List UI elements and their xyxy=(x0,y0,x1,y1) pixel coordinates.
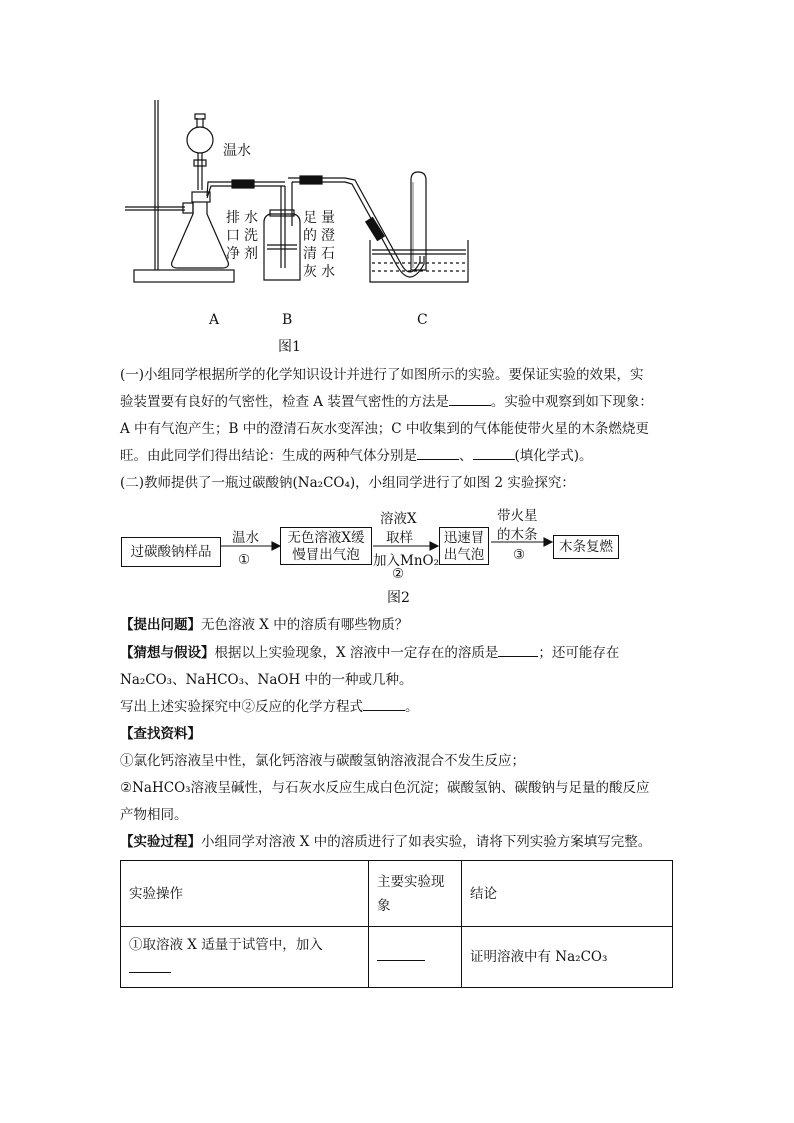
figure-1-caption: 图1 xyxy=(278,339,301,355)
separatory-funnel xyxy=(187,127,213,153)
para1-line4: 旺。由此同学们得出结论：生成的两种气体分别是 、 (填化学式)。 xyxy=(120,443,680,469)
table-header-cell: 结论 xyxy=(462,861,673,927)
answer-blank xyxy=(498,642,538,657)
para1-line3: A 中有气泡产生；B 中的澄清石灰水变浑浊；C 中收集到的气体能使带火星的木条燃烧更 xyxy=(120,421,649,437)
stand-base xyxy=(134,270,234,282)
table-header-cell: 实验操作 xyxy=(121,861,369,927)
limewater-label-col2: 量澄石水 xyxy=(321,210,335,280)
arrow2-label-bottom1: 加入MnO₂ xyxy=(373,553,439,569)
para2-line1: (二)教师提供了一瓶过碳酸钠(Na₂CO₄)，小组同学进行了如图 2 实验探究： xyxy=(120,475,575,491)
reference-2: ②NaHCO₃溶液呈碱性，与石灰水反应生成白色沉淀；碳酸氢钠、碳酸钠与足量的酸反应 xyxy=(120,780,650,796)
arrow3-label-top2: 的木条 xyxy=(497,527,538,543)
device-c-label: C xyxy=(417,312,428,328)
water-trough xyxy=(370,240,468,282)
hypothesis-line1: 【猜想与假设】根据以上实验现象，X 溶液中一定存在的溶质是 ；还可能存在 xyxy=(120,640,680,666)
experiment-table xyxy=(120,860,673,988)
arrow3-label-top1: 带火星 xyxy=(497,508,538,524)
flow-box-relight: 木条复燃 xyxy=(553,535,619,559)
device-a-label: A xyxy=(209,312,220,328)
table-row xyxy=(121,927,673,988)
table-cell-operation: ①取溶液 X 适量于试管中，加入 xyxy=(121,927,369,988)
figure-1-apparatus xyxy=(0,0,794,340)
arrow2-label-bottom2: ② xyxy=(392,566,405,582)
equation-line: 写出上述实验探究中②反应的化学方程式 。 xyxy=(120,694,680,720)
flow-box-bubbles: 迅速冒 出气泡 xyxy=(439,527,489,565)
answer-blank xyxy=(449,391,491,406)
reference-1: ①氯化钙溶液呈中性，氯化钙溶液与碳酸氢钠溶液混合不发生反应； xyxy=(120,753,525,769)
warm-water-label: 温水 xyxy=(223,143,251,159)
answer-blank xyxy=(377,946,425,961)
table-cell-phenomenon xyxy=(369,927,462,988)
arrow1-label-bottom: ① xyxy=(238,552,251,568)
detergent-label-col1: 排口净 xyxy=(226,210,240,262)
reference-3: 产物相同。 xyxy=(120,807,188,823)
flow-box-sample: 过碳酸钠样品 xyxy=(121,537,221,567)
answer-blank xyxy=(417,445,459,460)
hypothesis-line2: Na₂CO₃、NaHCO₃、NaOH 中的一种或几种。 xyxy=(120,672,413,688)
question-line: 【提出问题】无色溶液 X 中的溶质有哪些物质？ xyxy=(120,617,409,633)
flow-box-solution: 无色溶液X缓 慢冒出气泡 xyxy=(280,527,372,565)
para1-line1: (一)小组同学根据所学的化学知识设计并进行了如图所示的实验。要保证实验的效果，实 xyxy=(120,367,644,383)
experiment-line: 【实验过程】小组同学对溶液 X 中的溶质进行了如表实验，请将下列实验方案填写完整。 xyxy=(120,834,652,850)
conical-flask xyxy=(172,202,229,268)
table-header-cell: 主要实验现 象 xyxy=(369,861,462,927)
para1-line2: 验装置要有良好的气密性，检查 A 装置气密性的方法是 。实验中观察到如下现象： xyxy=(120,389,680,415)
answer-blank xyxy=(473,445,515,460)
arrow2-label-top2: 取样 xyxy=(386,530,413,546)
device-b-label: B xyxy=(282,312,293,328)
detergent-label-col2: 水洗剂 xyxy=(244,210,258,262)
answer-blank xyxy=(363,696,405,711)
figure-2-caption: 图2 xyxy=(387,590,410,606)
reference-label: 【查找资料】 xyxy=(120,726,201,742)
limewater-label-col1: 足的清灰 xyxy=(303,210,317,280)
table-header-row xyxy=(121,861,673,927)
gas-washing-bottle xyxy=(264,222,300,280)
arrow1-label-top: 温水 xyxy=(232,530,259,546)
arrow2-label-top1: 溶液X xyxy=(380,511,417,527)
table-cell-conclusion: 证明溶液中有 Na₂CO₃ xyxy=(462,927,673,988)
answer-blank xyxy=(129,958,171,973)
arrow3-label-bottom: ③ xyxy=(513,547,526,563)
